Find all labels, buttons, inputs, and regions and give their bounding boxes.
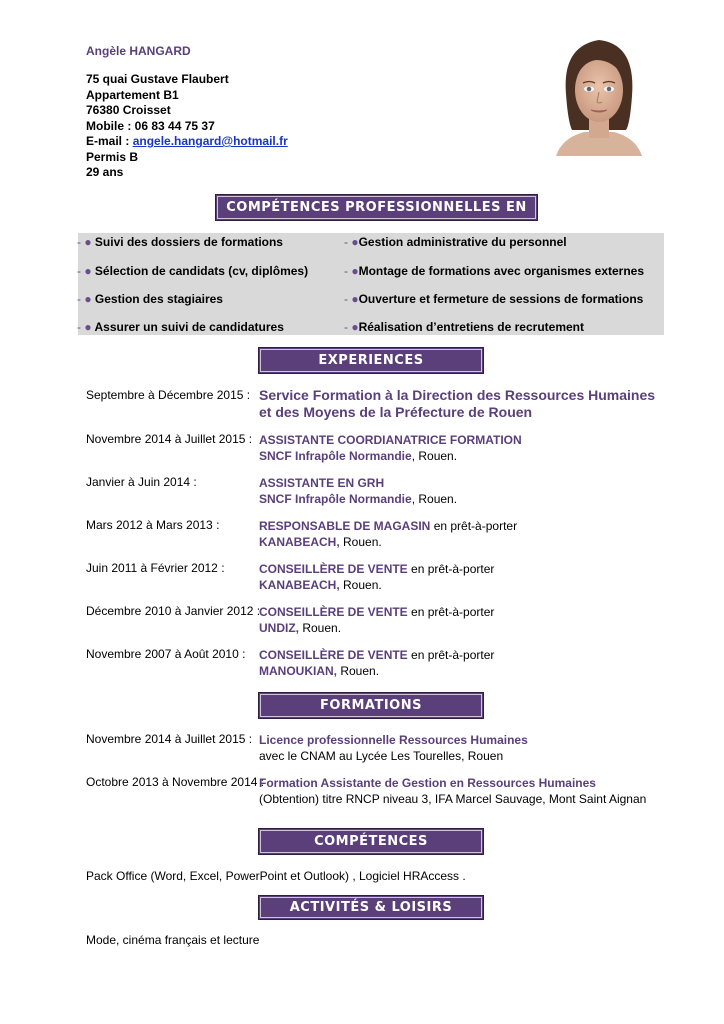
formation-entry <box>259 732 528 764</box>
section-formations: FORMATIONS <box>258 692 484 719</box>
experience-date: Novembre 2014 à Juillet 2015 : <box>86 432 253 446</box>
experience-title: Service Formation à la Direction des Ressources Humaines et des Moyens de la Préfecture de Rouen <box>259 387 656 420</box>
bullet-icon: ● <box>84 320 92 334</box>
email-link[interactable]: angele.hangard@hotmail.fr <box>132 134 288 148</box>
address-line-1: 75 quai Gustave Flaubert <box>86 72 229 86</box>
bullet-icon: ● <box>84 264 92 278</box>
experience-detail: en prêt-à-porter <box>407 648 495 662</box>
skill-label: Assurer un suivi de candidatures <box>91 320 284 334</box>
city-line: 76380 Croisset <box>86 103 171 117</box>
experience-title-line <box>259 475 457 491</box>
experience-title-line <box>259 432 522 448</box>
skill-item <box>77 264 308 278</box>
bullet-icon: ● <box>351 320 359 334</box>
experience-place: , Rouen. <box>411 492 458 506</box>
experience-entry <box>259 604 494 636</box>
skill-item <box>344 235 567 249</box>
formation-detail: avec le CNAM au Lycée Les Tourelles, Rouen <box>259 749 504 763</box>
experience-title: RESPONSABLE DE MAGASIN <box>259 519 431 533</box>
experience-date: Septembre à Décembre 2015 : <box>86 388 251 402</box>
experience-title-line <box>259 561 494 577</box>
formation-entry <box>259 775 646 807</box>
skill-label: Réalisation d’entretiens de recrutement <box>358 320 584 334</box>
address-line-2: Appartement B1 <box>86 87 179 102</box>
skill-item <box>77 292 223 306</box>
formation-date: Novembre 2014 à Juillet 2015 : <box>86 732 253 746</box>
experience-place: Rouen. <box>339 535 382 549</box>
skill-item <box>344 264 644 278</box>
experience-entry <box>259 475 457 507</box>
experience-place: Rouen. <box>339 578 382 592</box>
profile-photo <box>556 34 642 156</box>
experience-entry <box>259 647 494 679</box>
skill-label: Ouverture et fermeture de sessions de formations <box>358 292 644 306</box>
formation-detail: (Obtention) titre RNCP niveau 3, IFA Marcel Sauvage, Mont Saint Aignan <box>259 792 647 806</box>
experience-place: Rouen. <box>299 621 342 635</box>
experience-title: CONSEILLÈRE DE VENTE <box>259 605 408 619</box>
email-label: E-mail : <box>86 134 133 148</box>
experience-detail: en prêt-à-porter <box>407 605 495 619</box>
experience-org: KANABEACH, <box>259 535 340 549</box>
experience-place: Rouen. <box>337 664 380 678</box>
experience-entry <box>259 518 517 550</box>
formation-title: Licence professionnelle Ressources Humaines <box>259 733 528 747</box>
experience-detail: en prêt-à-porter <box>407 562 495 576</box>
skill-dash: - <box>77 320 85 334</box>
experience-org: KANABEACH, <box>259 578 340 592</box>
bullet-icon: ● <box>351 264 359 278</box>
experience-title-line <box>259 604 494 620</box>
skill-dash: - <box>77 235 85 249</box>
experience-org: SNCF Infrapôle Normandie <box>259 492 412 506</box>
bullet-icon: ● <box>84 292 92 306</box>
skill-label: Sélection de candidats (cv, diplômes) <box>91 264 309 278</box>
loisirs-text: Mode, cinéma français et lecture <box>86 933 260 947</box>
skill-dash: - <box>344 235 352 249</box>
candidate-name: Angèle HANGARD <box>86 44 191 58</box>
skill-item <box>344 320 584 334</box>
email-line <box>86 134 288 150</box>
experience-org-line <box>259 577 494 593</box>
skill-item <box>77 235 283 249</box>
bullet-icon: ● <box>351 292 359 306</box>
contact-block <box>86 72 288 181</box>
section-experiences: EXPERIENCES <box>258 347 484 374</box>
experience-org-line <box>259 448 522 464</box>
experience-detail: en prêt-à-porter <box>430 519 518 533</box>
experience-org-line <box>259 534 517 550</box>
experience-org-line <box>259 620 494 636</box>
formation-title: Formation Assistante de Gestion en Ressources Humaines <box>259 776 596 790</box>
skill-item <box>344 292 643 306</box>
skill-item <box>77 320 284 334</box>
experience-date: Janvier à Juin 2014 : <box>86 475 197 489</box>
experience-title: ASSISTANTE COORDIANATRICE FORMATION <box>259 433 522 447</box>
experience-title: ASSISTANTE EN GRH <box>259 476 385 490</box>
skill-dash: - <box>344 320 352 334</box>
experience-org-line <box>259 491 457 507</box>
experience-date: Novembre 2007 à Août 2010 : <box>86 647 246 661</box>
experience-date: Mars 2012 à Mars 2013 : <box>86 518 220 532</box>
skill-label: Montage de formations avec organismes externes <box>358 264 645 278</box>
experience-title: CONSEILLÈRE DE VENTE <box>259 648 408 662</box>
experience-date: Décembre 2010 à Janvier 2012 : <box>86 604 261 618</box>
skill-dash: - <box>344 292 352 306</box>
section-activites: ACTIVITÉS & LOISIRS <box>258 895 484 920</box>
section-competences-pro: COMPÉTENCES PROFESSIONNELLES EN <box>215 194 538 221</box>
skill-dash: - <box>77 264 85 278</box>
experience-entry <box>259 387 659 421</box>
skill-label: Suivi des dossiers de formations <box>91 235 283 249</box>
skill-label: Gestion administrative du personnel <box>358 235 567 249</box>
skill-dash: - <box>77 292 85 306</box>
bullet-icon: ● <box>84 235 92 249</box>
permis-line: Permis B <box>86 149 139 164</box>
experience-entry <box>259 432 522 464</box>
experience-title-line <box>259 647 494 663</box>
mobile-line: Mobile : 06 83 44 75 37 <box>86 118 215 133</box>
formation-date: Octobre 2013 à Novembre 2014 : <box>86 775 265 789</box>
experience-org-line <box>259 663 494 679</box>
experience-date: Juin 2011 à Février 2012 : <box>86 561 225 575</box>
competences-text: Pack Office (Word, Excel, PowerPoint et Outlook) , Logiciel HRAccess . <box>86 869 466 883</box>
bullet-icon: ● <box>351 235 359 249</box>
experience-title: CONSEILLÈRE DE VENTE <box>259 562 408 576</box>
age-line: 29 ans <box>86 165 124 179</box>
experience-org: MANOUKIAN, <box>259 664 337 678</box>
experience-place: , Rouen. <box>411 449 458 463</box>
skill-dash: - <box>344 264 352 278</box>
section-competences: COMPÉTENCES <box>258 828 484 855</box>
experience-entry <box>259 561 494 593</box>
experience-org: SNCF Infrapôle Normandie <box>259 449 412 463</box>
experience-org: UNDIZ, <box>259 621 299 635</box>
skill-label: Gestion des stagiaires <box>91 292 223 306</box>
experience-title-line <box>259 518 517 534</box>
